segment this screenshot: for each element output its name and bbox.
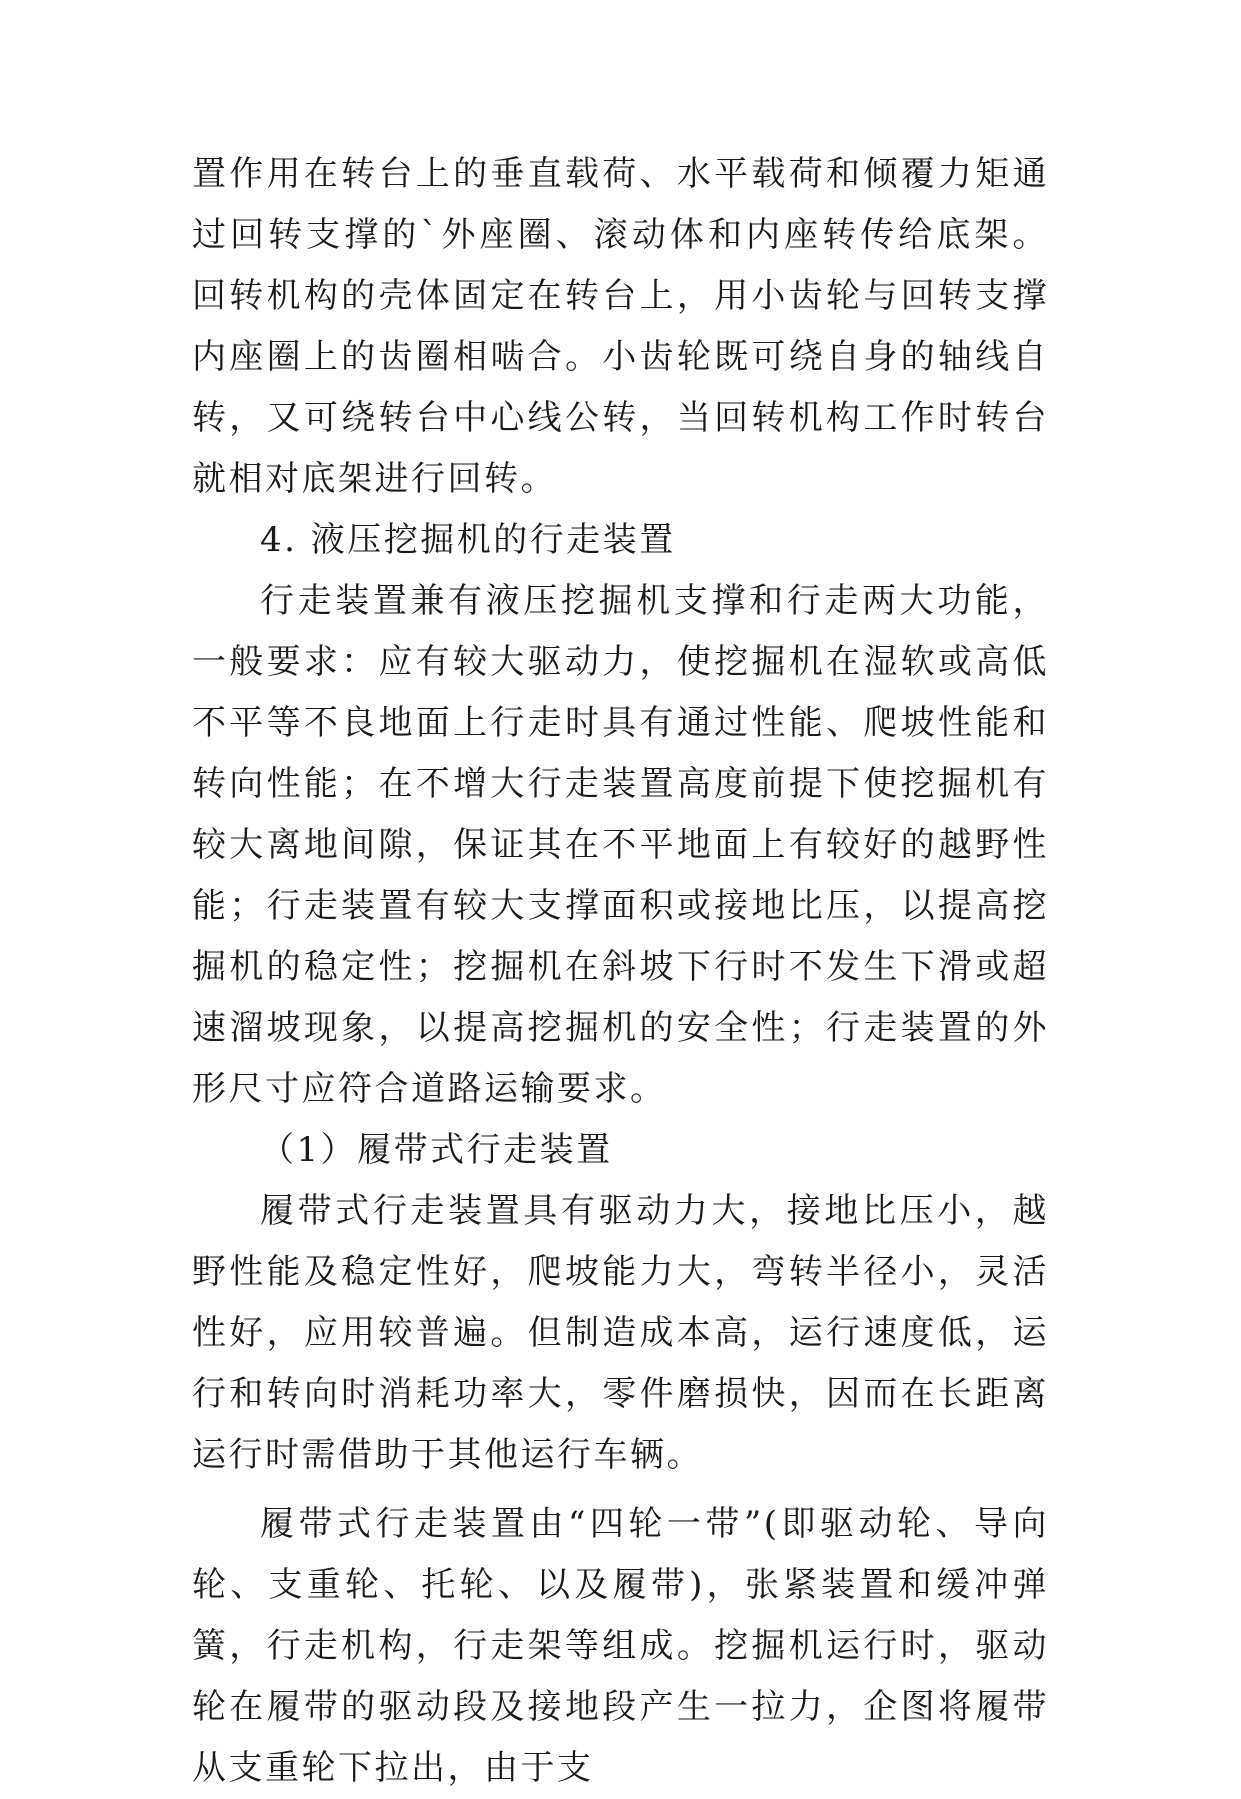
subsection-heading-crawler: （1）履带式行走装置: [260, 1130, 613, 1170]
paragraph-crawler-features: 履带式行走装置具有驱动力大，接地比压小，越野性能及稳定性好，爬坡能力大，弯转半径小，灵活性好，应用较普遍。但制造成本高，运行速度低，运行和转向时消耗功率大，零件磨损快，因而在长距离运行时需借助于其他运行车辆。: [192, 1191, 1049, 1475]
document-body: [192, 144, 1049, 1799]
paragraph-slewing-continuation: 置作用在转台上的垂直载荷、水平载荷和倾覆力矩通过回转支撑的`外座圈、滚动体和内座转传给底架。回转机构的壳体固定在转台上，用小齿轮与回转支撑内座圈上的齿圈相啮合。小齿轮既可绕自身的轴线自转，又可绕转台中心线公转，当回转机构工作时转台就相对底架进行回转。: [192, 154, 1049, 499]
paragraph-travel-requirements: 行走装置兼有液压挖掘机支撑和行走两大功能，一般要求：应有较大驱动力，使挖掘机在湿软或高低不平等不良地面上行走时具有通过性能、爬坡性能和转向性能；在不增大行走装置高度前提下使挖掘机有较大离地间隙，保证其在不平地面上有较好的越野性能；行走装置有较大支撑面积或接地比压，以提高挖掘机的稳定性；挖掘机在斜坡下行时不发生下滑或超速溜坡现象，以提高挖掘机的安全性；行走装置的外形尺寸应符合道路运输要求。: [192, 581, 1049, 1109]
paragraph-crawler-composition: 履带式行走装置由“四轮一带”(即驱动轮、导向轮、支重轮、托轮、以及履带)，张紧装置和缓冲弹簧，行走机构，行走架等组成。挖掘机运行时，驱动轮在履带的驱动段及接地段产生一拉力，企图将履带从支重轮下拉出，由于支: [192, 1504, 1049, 1788]
section-heading-travel-device: 4. 液压挖掘机的行走装置: [260, 520, 676, 560]
